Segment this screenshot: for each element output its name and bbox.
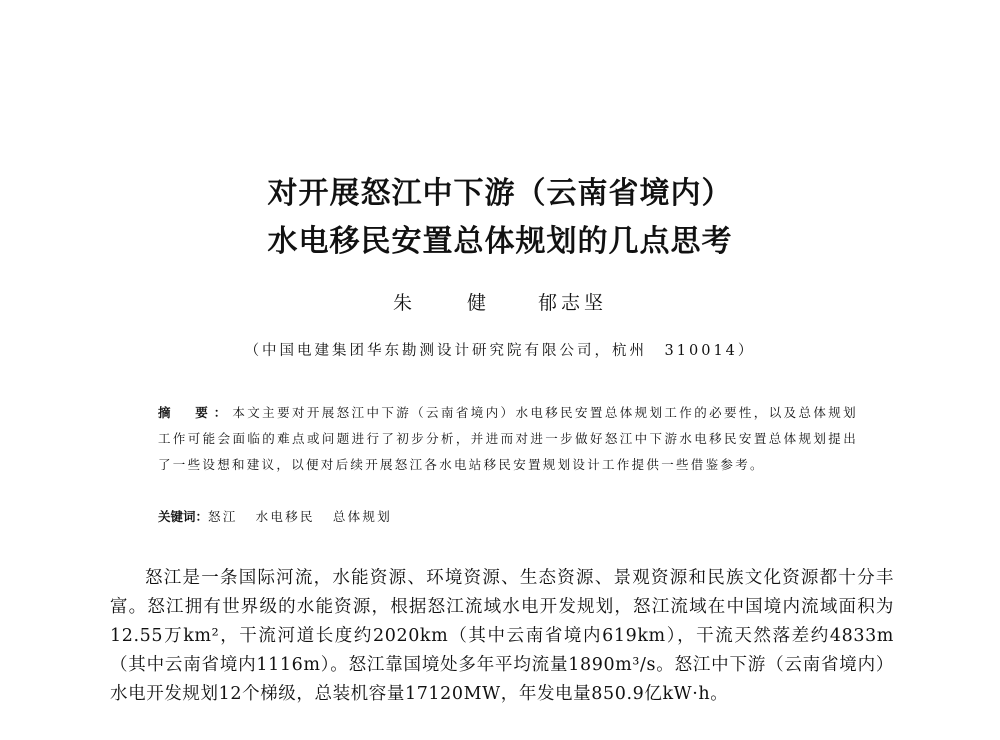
keyword: 总体规划	[332, 509, 393, 524]
author-affiliation: （中国电建集团华东勘测设计研究院有限公司，杭州 310014）	[244, 343, 756, 359]
author-list	[0, 288, 1000, 315]
keyword: 怒江	[208, 509, 238, 524]
paper-title-line-2: 水电移民安置总体规划的几点思考	[267, 224, 733, 259]
keyword: 水电移民	[255, 509, 315, 524]
body-paragraph: 怒江是一条国际河流，水能资源、环境资源、生态资源、景观资源和民族文化资源都十分丰富。怒江拥有世界级的水能资源，根据怒江流域水电开发规划，怒江流域在中国境内流域面积为12.55万km²，干流河道长度约2020km（其中云南省境内619km），干流天然落差约4833m（其中云南省境内1116m）。怒江靠国境处多年平均流量1890m³/s。怒江中下游（云南省境内）水电开发规划12个梯级，总装机容量17120MW，年发电量850.9亿kW·h。	[110, 568, 894, 704]
paper-title-line-1: 对开展怒江中下游（云南省境内）	[267, 176, 733, 211]
abstract-label: 摘 要：	[158, 405, 233, 420]
abstract-text: 本文主要对开展怒江中下游（云南省境内）水电移民安置总体规划工作的必要性，以及总体规划工作可能会面临的难点或问题进行了初步分析，并进而对进一步做好怒江中下游水电移民安置总体规划提出了一些设想和建议，以便对后续开展怒江各水电站移民安置规划设计工作提供一些借鉴参考。	[158, 405, 858, 472]
author-name: 朱 健	[392, 292, 504, 314]
keywords	[158, 507, 858, 525]
keywords-label: 关键词：	[158, 509, 209, 524]
author-name: 郁志坚	[538, 292, 608, 314]
abstract	[158, 400, 858, 478]
